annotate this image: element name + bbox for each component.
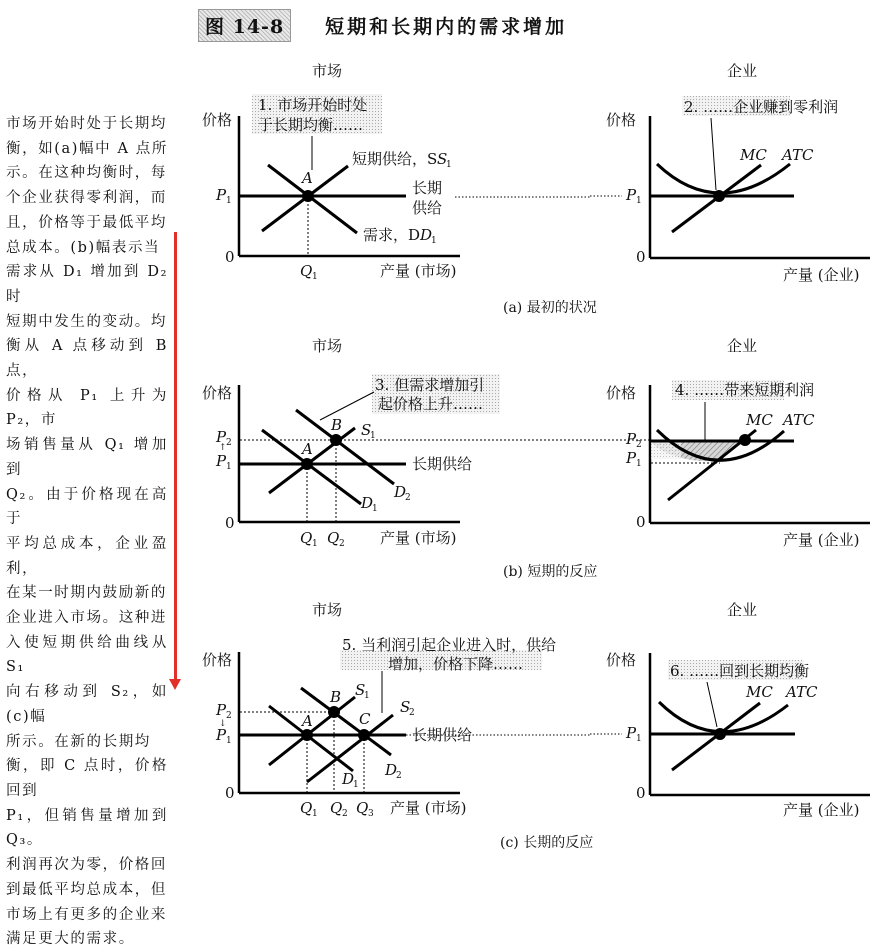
side-text-line: 在某一时期内鼓励新的 [6,585,167,602]
svg-text:P: P [626,430,637,448]
svg-text:起价格上升……: 起价格上升…… [378,395,484,413]
svg-text:D: D [361,494,374,512]
side-text-line: 短期中发生的变动。均 [6,313,167,330]
svg-text:P: P [216,726,227,744]
svg-text:2: 2 [405,493,411,503]
svg-text:ATC: ATC [783,411,815,429]
svg-text:市场: 市场 [312,601,343,619]
svg-text:S: S [355,681,366,699]
svg-text:C: C [359,710,371,728]
market-title: 市场 [312,62,343,80]
side-text-line: P₁，但销售量增加到 Q₃。 [6,807,168,849]
svg-text:1: 1 [312,539,318,549]
svg-text:0: 0 [225,784,235,802]
note-1b: 于长期均衡…… [258,116,364,134]
side-text-line: 需求从 D₁ 增加到 D₂ 时 [6,264,168,305]
svg-text:A: A [302,440,313,458]
svg-text:A: A [302,169,313,187]
svg-text:1: 1 [226,462,232,472]
svg-text:1: 1 [226,196,232,206]
svg-text:0: 0 [636,784,646,802]
side-text-line: 入使短期供给曲线从 S₁ [6,634,168,676]
side-text-line: 场销售量从 Q₁ 增加到 [6,437,168,478]
svg-text:供给: 供给 [412,199,443,217]
svg-text:ATC: ATC [786,683,818,701]
side-text-line: 总成本。(b)幅表示当 [6,239,161,256]
svg-text:1: 1 [636,196,642,206]
caption-a: (a) 最初的状况 [503,300,597,316]
svg-text:3: 3 [368,809,374,819]
svg-text:ATC: ATC [782,146,814,164]
svg-text:P: P [216,452,227,470]
svg-text:1: 1 [353,780,359,790]
svg-text:产量 (企业): 产量 (企业) [783,531,860,549]
svg-text:6. ……回到长期均衡: 6. ……回到长期均衡 [670,662,810,680]
svg-text:4. ……带来短期利润: 4. ……带来短期利润 [675,381,815,399]
side-text-line: Q₂。由于价格现在高于 [6,486,168,528]
svg-text:产量 (企业): 产量 (企业) [783,801,860,819]
svg-text:Q: Q [327,529,340,547]
svg-text:5. 当利润引起企业进入时，供给: 5. 当利润引起企业进入时，供给 [342,636,557,654]
svg-text:S: S [400,698,411,716]
svg-text:P: P [216,701,227,719]
origin: 0 [225,248,235,266]
svg-text:Q: Q [356,799,369,817]
svg-text:企业: 企业 [727,337,758,355]
svg-text:1: 1 [226,736,232,746]
svg-text:P: P [626,449,637,467]
svg-text:产量 (企业): 产量 (企业) [783,266,860,284]
svg-text:Q: Q [330,799,343,817]
svg-text:1: 1 [431,236,437,246]
svg-text:2: 2 [396,771,402,781]
svg-text:P: P [216,428,227,446]
svg-text:产量 (市场): 产量 (市场) [390,799,467,817]
y-axis-label: 价格 [202,111,233,129]
caption-b: (b) 短期的反应 [503,564,598,580]
svg-text:P: P [626,186,637,204]
svg-text:价格: 价格 [606,111,637,129]
side-text-line: 所示。在新的长期均 [6,733,151,750]
svg-text:市场: 市场 [312,337,343,355]
svg-text:S: S [437,150,448,168]
svg-text:D: D [420,226,433,244]
figure-name: 短期和长期内的需求增加 [325,15,568,38]
figure-number: 图 14-8 [198,9,291,42]
svg-text:1: 1 [364,691,370,701]
svg-text:A: A [302,712,313,730]
svg-text:↓: ↓ [219,719,227,729]
svg-text:1: 1 [312,272,318,282]
svg-text:2: 2 [339,539,345,549]
svg-text:3. 但需求增加引: 3. 但需求增加引 [375,376,485,394]
side-text-line: 衡，如(a)幅中 A 点所 [6,140,168,157]
svg-text:Q: Q [300,529,313,547]
panel-b [202,337,870,580]
svg-text:MC: MC [746,411,773,429]
svg-text:2. ……企业赚到零利润: 2. ……企业赚到零利润 [684,98,839,116]
side-text-line: 满足更大的需求。 [6,931,135,948]
svg-text:D: D [342,770,355,788]
svg-text:0: 0 [225,514,235,532]
svg-text:长期供给: 长期供给 [412,455,473,473]
panel-c [202,601,870,851]
svg-text:企业: 企业 [727,601,758,619]
side-text-line: 示。在这种均衡时，每 [6,165,167,182]
svg-text:价格: 价格 [606,651,637,669]
svg-text:B: B [331,416,343,434]
svg-text:长期供给: 长期供给 [412,726,473,744]
svg-text:价格: 价格 [202,651,233,669]
svg-text:MC: MC [746,683,773,701]
svg-text:2: 2 [409,708,415,718]
svg-text:产量 (市场): 产量 (市场) [380,529,457,547]
svg-text:长期: 长期 [412,179,443,197]
svg-text:S: S [361,421,372,439]
svg-text:1: 1 [636,734,642,744]
side-text-line: 衡从 A 点移动到 B 点， [6,338,168,380]
svg-text:2: 2 [226,438,232,448]
svg-text:P: P [626,724,637,742]
side-text-line: 利润再次为零，价格回 [6,857,167,874]
svg-text:0: 0 [636,513,646,531]
svg-text:需求，D: 需求，D [363,226,421,244]
svg-text:B: B [330,688,342,706]
svg-text:D: D [385,761,398,779]
svg-text:1: 1 [370,431,376,441]
side-text-line: 企业进入市场。这种进 [6,610,167,627]
firm-title: 企业 [727,62,758,80]
note-1a: 1. 市场开始时处 [258,96,368,114]
side-text-line: 价格从 P₁ 上升为 P₂，市 [6,387,168,429]
svg-text:1: 1 [312,809,318,819]
panel-a [202,62,870,316]
side-text-line: 到最低平均总成本，但 [6,881,167,898]
side-text-line: 向右移动到 S₂，如(c)幅 [6,684,168,725]
svg-text:P: P [216,186,227,204]
svg-text:Q: Q [300,262,313,280]
svg-text:2: 2 [342,809,348,819]
side-text-line: 市场开始时处于长期均 [6,116,167,132]
side-text-line: 平均总成本，企业盈利， [6,535,168,577]
svg-text:2: 2 [226,711,232,721]
svg-text:1: 1 [636,459,642,469]
svg-text:0: 0 [636,248,646,266]
caption-c: (c) 长期的反应 [500,835,594,851]
svg-text:↑: ↑ [219,443,227,453]
side-text-line: 衡，即 C 点时，价格回到 [6,758,168,799]
svg-text:增加，价格下降……: 增加，价格下降…… [388,655,524,673]
svg-text:MC: MC [740,146,767,164]
svg-text:Q: Q [300,799,313,817]
side-text-line: 市场上有更多的企业来 [6,906,167,923]
svg-text:产量 (市场): 产量 (市场) [380,262,457,280]
svg-text:1: 1 [372,504,378,514]
svg-text:D: D [394,483,407,501]
svg-text:价格: 价格 [606,384,637,402]
svg-text:价格: 价格 [202,384,233,402]
svg-text:2: 2 [636,440,642,450]
svg-text:1: 1 [446,160,452,170]
side-text-line: 且，价格等于最低平均 [6,214,167,231]
side-text-line: 个企业获得零利润，而 [6,190,167,207]
svg-text:短期供给，S: 短期供给，S [352,150,438,168]
